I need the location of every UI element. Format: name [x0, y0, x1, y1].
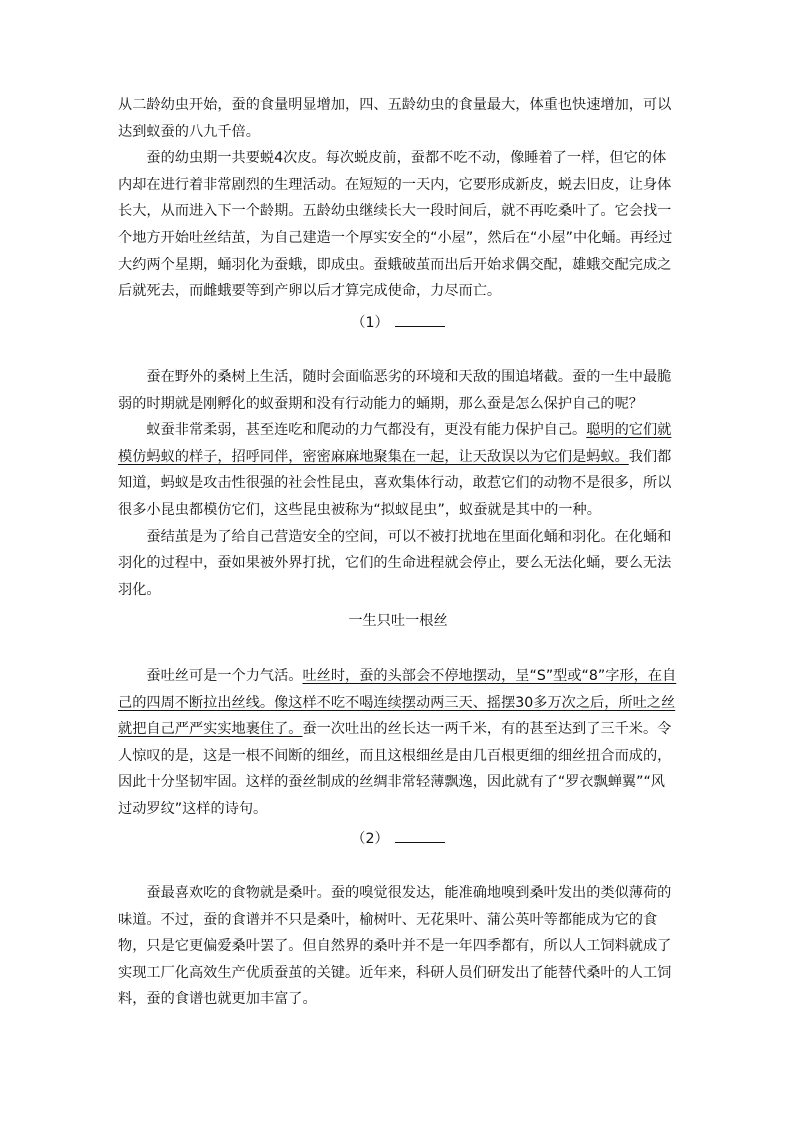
paragraph: [118, 663, 678, 823]
heading-number: （2）: [351, 831, 389, 847]
fill-in-blank: [395, 312, 445, 327]
text-block-2: [118, 364, 678, 603]
text-block-1: [118, 92, 678, 305]
text-run: 蚁蚕非常柔弱，甚至连吃和爬动的力气都没有，更没有能力保护自己。: [146, 422, 587, 439]
paragraph: 蚕的幼虫期一共要蜕4次皮。每次蜕皮前，蚕都不吃不动，像睡着了一样，但它的体内却在进行着非常剧烈的生理活动。在短短的一天内，它要形成新皮，蜕去旧皮，让身体长大，从而进入下一个龄期。五龄幼虫继续长大一段时间后，就不再吃桑叶了。它会找一个地方开始吐丝结茧，为自己建造一个厚实安全的“小屋”，然后在“小屋”中化蛹。再经过大约两个星期，蛹羽化为蚕蛾，即成虫。蚕蛾破茧而出后开始求偶交配，雄蛾交配完成之后就死去，而雌蛾要等到产卵以后才算完成使命，力尽而亡。: [118, 150, 673, 300]
text-block-3: [118, 663, 678, 823]
blank-heading-1: [118, 310, 678, 337]
text-run: 蚕一次吐出的丝长达一两千米，有的甚至达到了三千米。令人惊叹的是，这是一根不间断的细丝，而且这根细丝是由几百根更细的细丝扭合而成的，因此十分坚韧牢固。这样的蚕丝制成的丝绸非常轻薄飘逸，因此就有了“罗衣飘蝉翼”“风过动罗纹”这样的诗句。: [118, 721, 672, 817]
text-block-4: [118, 880, 678, 1013]
paragraph: 蚕在野外的桑树上生活，随时会面临恶劣的环境和天敌的围追堵截。蚕的一生中最脆弱的时期就是刚孵化的蚁蚕期和没有行动能力的蛹期，那么蚕是怎么保护自己的呢？: [118, 369, 672, 412]
section-heading: 一生只吐一根丝: [348, 613, 448, 629]
paragraph: [118, 417, 678, 523]
paragraph: 蚕最喜欢吃的食物就是桑叶。蚕的嗅觉很发达，能准确地嗅到桑叶发出的类似薄荷的味道。不过，蚕的食谱并不只是桑叶，榆树叶、无花果叶、蒲公英叶等都能成为它的食物，只是它更偏爱桑叶罢了。但自然界的桑叶并不是一年四季都有，所以人工饲料就成了实现工厂化高效生产优质蚕茧的关键。近年来，科研人员们研发出了能替代桑叶的人工饲料，蚕的食谱也就更加丰富了。: [118, 885, 672, 1008]
fill-in-blank: [395, 828, 445, 843]
paragraph: 从二龄幼虫开始，蚕的食量明显增加，四、五龄幼虫的食量最大，体重也快速增加，可以达到蚁蚕的八九千倍。: [118, 97, 672, 140]
underlined-text: 聪明的它们就模仿蚂蚁的样子，招呼同伴，密密麻麻地聚集在一起，让天敌误以为它们是蚂蚁。: [118, 422, 672, 465]
heading-number: （1）: [351, 315, 389, 331]
paragraph: 蚕结茧是为了给自己营造安全的空间，可以不被打扰地在里面化蛹和羽化。在化蛹和羽化的过程中，蚕如果被外界打扰，它们的生命进程就会停止，要么无法化蛹，要么无法羽化。: [118, 528, 672, 598]
underlined-text: 吐丝时，蚕的头部会不停地摆动，呈“S”型或“8”字形，在自己的四周不断拉出丝线。像这样不吃不喝连续摆动两三天、摇摆30多万次之后，所吐之丝就把自己严严实实地裹住了。: [118, 668, 677, 738]
text-run: 蚕吐丝可是一个力气活。: [146, 668, 303, 684]
text-run: 我们都知道，蚂蚁是攻击性很强的社会性昆虫，喜欢集体行动，敢惹它们的动物不是很多，所以很多小昆虫都模仿它们，这些昆虫被称为“拟蚁昆虫”，蚁蚕就是其中的一种。: [118, 448, 672, 518]
blank-heading-2: [118, 826, 678, 853]
